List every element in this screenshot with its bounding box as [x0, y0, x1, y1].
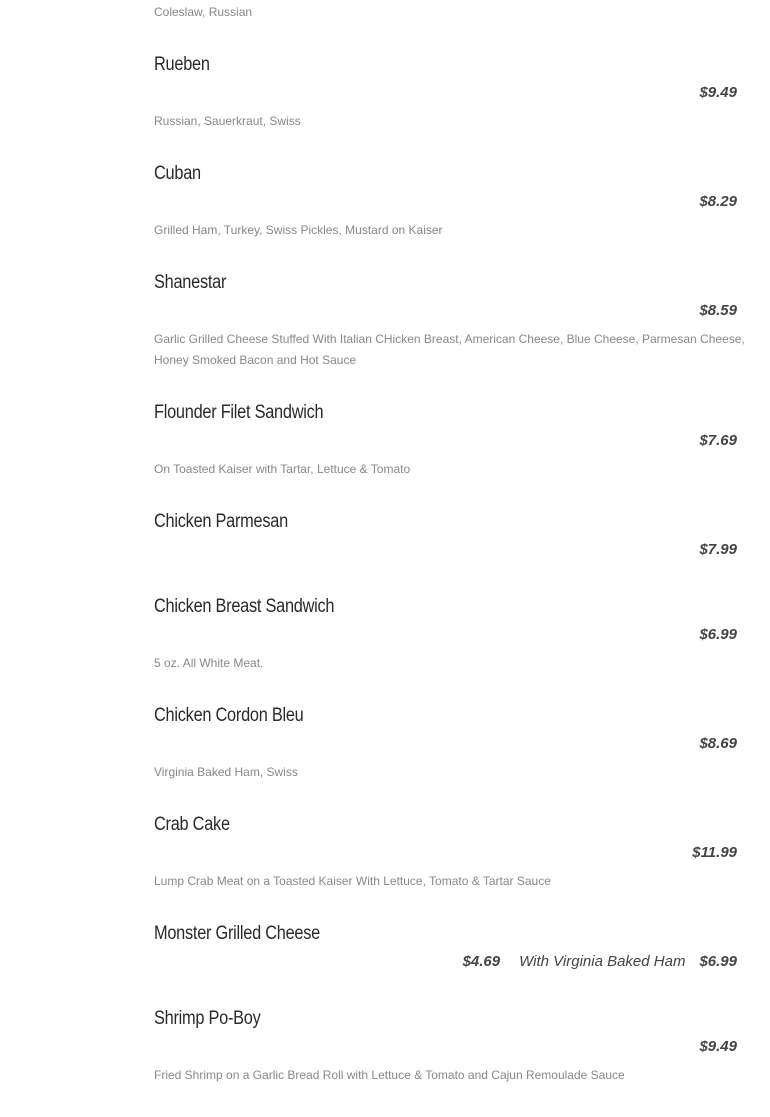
menu-item — [154, 1008, 750, 1082]
item-description: Fried Shrimp on a Garlic Bread Roll with Lettuce & Tomato and Cajun Remoulade Sauce — [154, 1068, 625, 1082]
menu-item — [154, 511, 750, 558]
item-name: Cuban — [154, 163, 201, 184]
item-description: Grilled Ham, Turkey, Swiss Pickles, Mustard on Kaiser — [154, 223, 443, 237]
item-price: $7.69 — [699, 432, 737, 449]
item-name: Chicken Parmesan — [154, 511, 288, 532]
item-price: $8.29 — [699, 193, 737, 210]
menu-item — [154, 272, 750, 367]
item-description: Russian, Sauerkraut, Swiss — [154, 114, 301, 128]
item-price: $9.49 — [699, 1038, 737, 1055]
item-name: Monster Grilled Cheese — [154, 923, 320, 944]
price-row — [699, 1038, 737, 1055]
item-description: On Toasted Kaiser with Tartar, Lettuce & Tomato — [154, 462, 411, 476]
item-price: $11.99 — [692, 844, 737, 861]
option-price: $6.99 — [699, 953, 737, 970]
item-price: $8.59 — [699, 302, 737, 319]
price-row — [699, 735, 737, 752]
price-row — [463, 953, 737, 970]
item-description: Garlic Grilled Cheese Stuffed With Italian CHicken Breast, American Cheese, Blue Cheese, Parmesan Cheese, Honey Smoked Bacon and Hot Sauce — [154, 332, 745, 367]
menu-item — [154, 705, 750, 779]
price-row — [699, 84, 737, 101]
item-name: Shanestar — [154, 272, 227, 293]
item-price: $9.49 — [699, 84, 737, 101]
item-price: $7.99 — [699, 541, 737, 558]
menu-item — [154, 163, 750, 237]
menu-item — [154, 402, 750, 476]
price-row — [699, 193, 737, 210]
menu-item — [154, 923, 750, 970]
item-price: $8.69 — [699, 735, 737, 752]
item-name: Chicken Cordon Bleu — [154, 705, 304, 726]
item-price: $6.99 — [699, 626, 737, 643]
price-row — [699, 432, 737, 449]
item-description: 5 oz. All White Meat. — [154, 656, 264, 670]
menu-item — [154, 54, 750, 128]
menu-item — [154, 814, 750, 888]
item-description: Lump Crab Meat on a Toasted Kaiser With Lettuce, Tomato & Tartar Sauce — [154, 874, 551, 888]
price-row — [699, 626, 737, 643]
item-name: Chicken Breast Sandwich — [154, 596, 335, 617]
price-row — [699, 302, 737, 319]
item-name: Crab Cake — [154, 814, 230, 835]
item-description: Virginia Baked Ham, Swiss — [154, 765, 298, 779]
option-label: With Virginia Baked Ham — [519, 953, 686, 970]
price-row — [699, 541, 737, 558]
item-name: Rueben — [154, 54, 210, 75]
item-description: Coleslaw, Russian — [154, 5, 253, 19]
item-price: $4.69 — [462, 953, 501, 970]
price-row — [692, 844, 737, 861]
menu-item — [154, 596, 750, 670]
item-name: Flounder Filet Sandwich — [154, 402, 324, 423]
item-name: Shrimp Po-Boy — [154, 1008, 261, 1029]
